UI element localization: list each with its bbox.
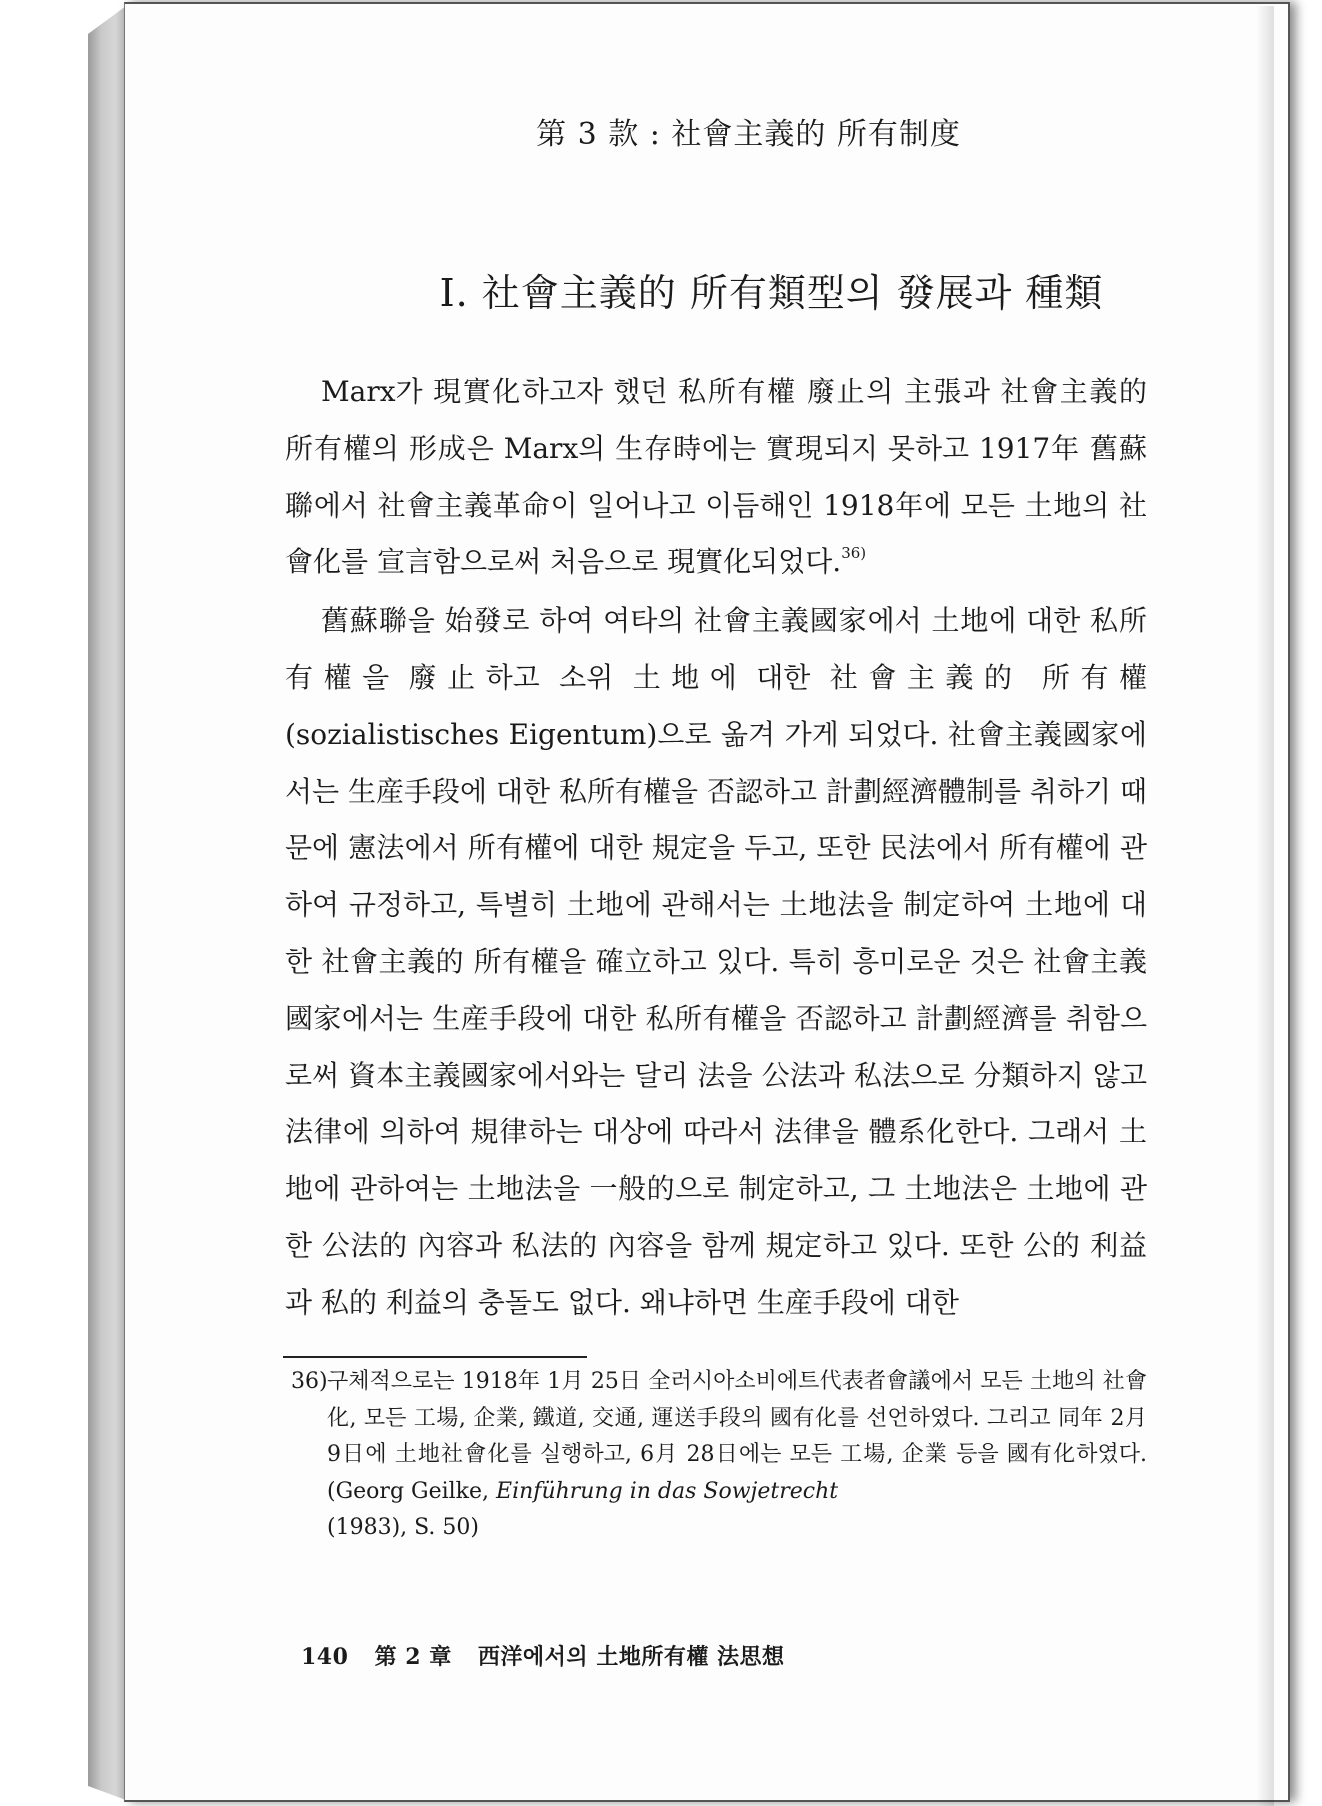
footnote-citation: (1983), S. 50): [327, 1515, 479, 1540]
footnote-text: 구체적으로는 1918年 1月 25日 全러시아소비에트代表者會議에서 모든 土地의 社會化, 모든 工場, 企業, 鐵道, 交通, 運送手段의 國有化를 선언하였다. 그리고 同年 2月 9日에 土地社會化를 실행하고, 6月 28日에는 모든 工場, 企業 등을 國有化하였다. (Georg Geilke,: [327, 1369, 1147, 1504]
footnote-divider: [283, 1356, 587, 1358]
footnote-body: [291, 1364, 1147, 1547]
body-text: [285, 364, 1147, 1332]
footnote-book-title: Einführung in das Sowjetrecht: [496, 1478, 839, 1504]
footnote-number: 36): [291, 1369, 328, 1394]
paragraph: [285, 364, 1147, 591]
page-edge-shadow: [1256, 6, 1274, 1806]
footnote: [291, 1364, 1147, 1547]
book-page: [124, 2, 1290, 1802]
paragraph: [285, 593, 1147, 1331]
running-footer: [301, 1640, 785, 1671]
chapter-heading: Ⅰ. 社會主義的 所有類型의 發展과 種類: [439, 271, 1104, 315]
section-title: 第 3 款 : 社會主義的 所有制度: [536, 117, 961, 152]
paragraph-text: 舊蘇聯을 始發로 하여 여타의 社會主義國家에서 土地에 대한 私所有權을 廢止하고 소위 土地에 대한 社會主義的 所有權(sozialistisches Eigentum)으로 옮겨 가게 되었다. 社會主義國家에서는 生産手段에 대한 私所有權을 否認하고 計劃經濟體制를 취하기 때문에 憲法에서 所有權에 대한 規定을 두고, 또한 民法에서 所有權에 관하여 규정하고, 특별히 土地에 관해서는 土地法을 制定하여 土地에 대한 社會主義的 所有權을 確立하고 있다. 특히 흥미로운 것은 社會主義國家에서는 生産手段에 대한 私所有權을 否認하고 計劃經濟를 취함으로써 資本主義國家에서와는 달리 法을 公法과 私法으로 分類하지 않고 法律에 의하여 規律하는 대상에 따라서 法律을 體系化한다. 그래서 土地에 관하여는 土地法을 一般的으로 制定하고, 그 土地法은 土地에 관한 公法的 內容과 私法的 內容을 함께 規定하고 있다. 또한 公的 利益과 私的 利益의 충돌도 없다. 왜냐하면 生産手段에 대한: [285, 604, 1147, 1319]
book-spine: [88, 6, 126, 1800]
page-number: 140: [301, 1644, 349, 1670]
footer-chapter-title: 西洋에서의 土地所有權 法思想: [477, 1644, 785, 1670]
footer-chapter-label: 第 2 章: [374, 1644, 452, 1670]
footnote-reference[interactable]: 36): [841, 544, 867, 563]
paragraph-text: Marx가 現實化하고자 했던 私所有權 廢止의 主張과 社會主義的 所有權의 形成은 Marx의 生存時에는 實現되지 못하고 1917年 舊蘇聯에서 社會主義革命이 일어나고 이듬해인 1918年에 모든 土地의 社會化를 宣言함으로써 처음으로 現實化되었다.: [285, 375, 1147, 579]
